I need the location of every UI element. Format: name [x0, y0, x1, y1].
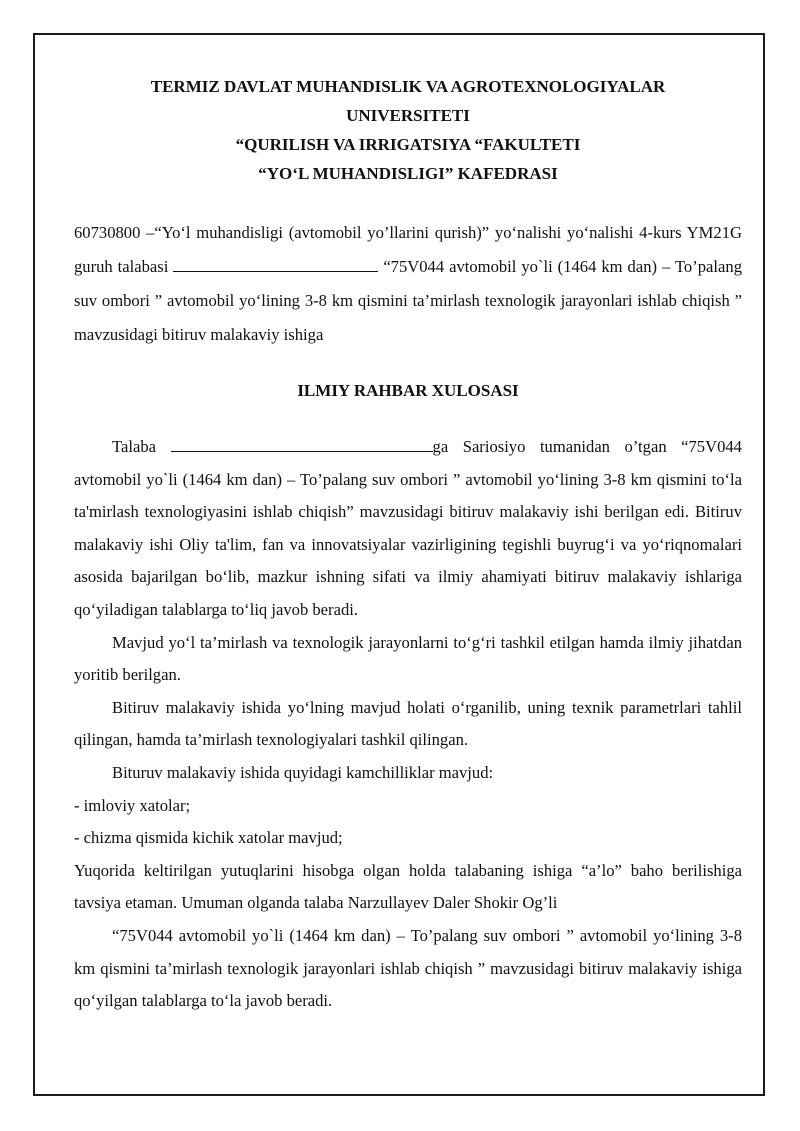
intro-text-end: “75V044 avtomobil yo`li (1464 km dan) – To’palang suv ombori ” avtomobil yo‘lining 3-8 km qismini ta’mirlash texnologik jarayonlari ishlab chiqish ” mavzusidagi bitiruv malakaviy ishiga	[74, 257, 742, 344]
paragraph-1	[74, 431, 742, 627]
university-name-line1: TERMIZ DAVLAT MUHANDISLIK VA AGROTEXNOLOGIYALAR	[150, 77, 666, 96]
department-name: “YO‘L MUHANDISLIGI” KAFEDRASI	[258, 164, 558, 183]
shortcoming-item-1: - imloviy xatolar;	[74, 795, 191, 815]
paragraph-4: Bituruv malakaviy ishida quyidagi kamchilliklar mavjud:	[112, 762, 494, 782]
student-name-blank-2	[171, 437, 433, 452]
section-title: ILMIY RAHBAR XULOSASI	[297, 381, 519, 400]
intro-text-start: 60730800 –“Yo‘l muhandisligi (avtomobil yo’llarini qurish)” yo‘nalishi yo‘nalishi 4-kurs YM21G guruh talabasi	[74, 223, 742, 276]
university-name-line2: UNIVERSITETI	[346, 106, 470, 125]
student-name-blank	[173, 257, 378, 272]
conclusion-body	[74, 431, 742, 1018]
shortcoming-item-2: - chizma qismida kichik xatolar mavjud;	[74, 828, 343, 848]
paragraph-6: “75V044 avtomobil yo`li (1464 km dan) – To’palang suv ombori ” avtomobil yo‘lining 3-8 km qismini ta’mirlash texnologik jarayonlari ishlab chiqish ” mavzusidagi bitiruv malakaviy ishiga qo‘yilgan talablarga to‘la javob beradi.	[74, 925, 742, 1011]
paragraph-2: Mavjud yo‘l ta’mirlash va texnologik jarayonlarni to‘g‘ri tashkil etilgan hamda ilmiy jihatdan yoritib berilgan.	[74, 632, 742, 685]
paragraph-1-start: Talaba	[112, 437, 171, 456]
paragraph-3: Bitiruv malakaviy ishida yo‘lning mavjud holati o‘rganilib, uning texnik parametrlari tahlil qilingan, hamda ta’mirlash texnologiyalari tashkil qilingan.	[74, 697, 742, 750]
document-header	[74, 72, 742, 188]
document-body	[74, 72, 742, 1018]
paragraph-1-end: ga Sariosiyo tumanidan o’tgan “75V044 avtomobil yo`li (1464 km dan) – To’palang suv ombori ” avtomobil yo‘lining 3-8 km qismini to‘la ta'mirlash texnologiyasini ishlab chiqish” mavzusidagi bitiruv malakaviy ishi berilgan edi. Bitiruv malakaviy ishi Oliy ta'lim, fan va innovatsiyalar vazirligining tegishli buyrug‘i va yo‘riqnomalari asosida bajarilgan bo‘lib, mazkur ishning sifati va ilmiy ahamiyati bitiruv malakaviy ishlariga qo‘yiladigan talablarga to‘liq javob beradi.	[74, 437, 742, 619]
faculty-name: “QURILISH VA IRRIGATSIYA “FAKULTETI	[235, 135, 581, 154]
paragraph-5: Yuqorida keltirilgan yutuqlarini hisobga olgan holda talabaning ishiga “a’lo” baho berilishiga tavsiya etaman. Umuman olganda talaba Narzullayev Daler Shokir Og’li	[74, 860, 742, 913]
intro-paragraph	[74, 216, 742, 352]
